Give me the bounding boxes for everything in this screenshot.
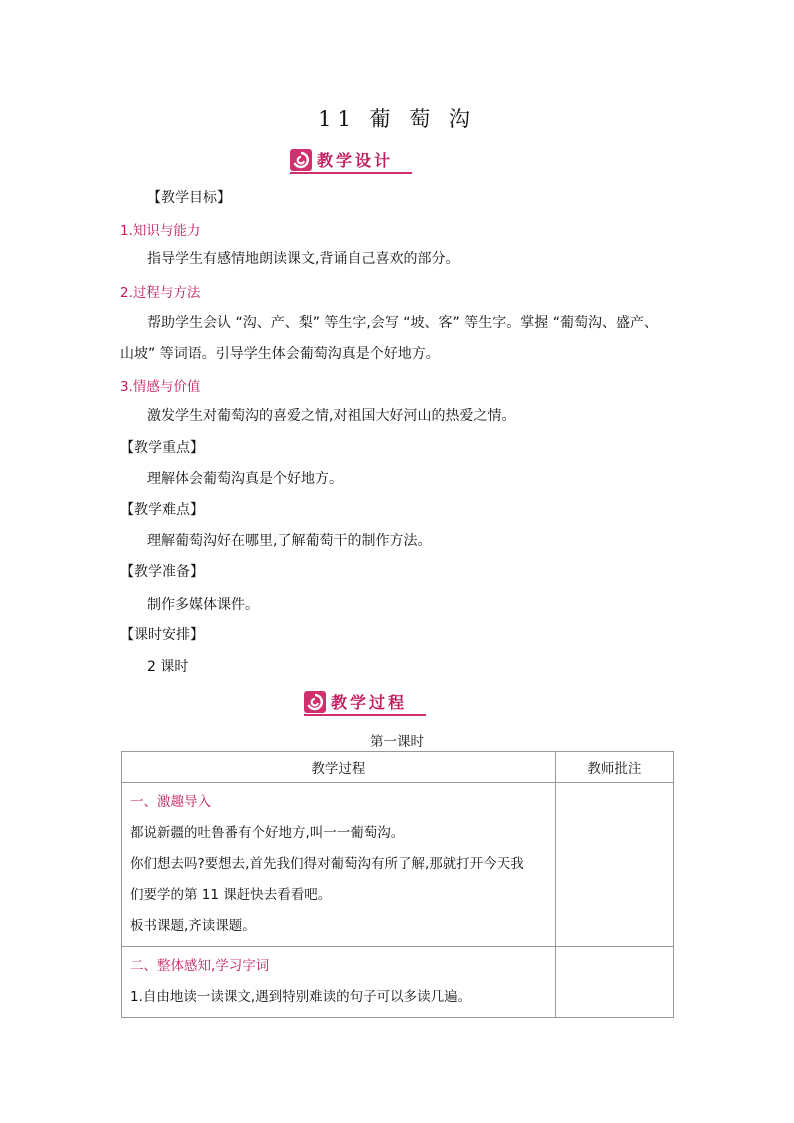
schedule-heading: 【课时安排】 — [120, 627, 204, 643]
header-process: 教学过程 — [122, 752, 556, 783]
notes-cell — [555, 783, 673, 947]
objective-2-text-line2: 山坡” 等词语。引导学生体会葡萄沟真是个好地方。 — [120, 346, 440, 362]
key-point-heading: 【教学重点】 — [120, 440, 204, 456]
difficulty-heading: 【教学难点】 — [120, 502, 204, 518]
banner-text: 教学设计 — [317, 151, 394, 170]
lesson-plan-table — [121, 751, 674, 1018]
notes-cell — [555, 947, 673, 1018]
preparation-heading: 【教学准备】 — [120, 564, 204, 580]
step-line: 们要学的第 11 课赶快去看看吧。 — [130, 887, 332, 903]
banner-underline — [290, 172, 412, 174]
preparation-text: 制作多媒体课件。 — [147, 597, 259, 613]
page-title: 11 葡 萄 沟 — [318, 107, 476, 131]
header-notes: 教师批注 — [555, 752, 673, 783]
spiral-logo-icon — [290, 149, 312, 171]
difficulty-text: 理解葡萄沟好在哪里,了解葡萄干的制作方法。 — [147, 533, 432, 549]
table-row — [122, 783, 674, 947]
step-heading: 一、激趣导入 — [130, 794, 211, 810]
table-header-row — [122, 752, 674, 783]
schedule-text: 2 课时 — [147, 659, 189, 675]
process-cell — [122, 783, 556, 947]
objective-2-text-line1: 帮助学生会认 “沟、产、梨” 等生字,会写 “坡、客” 等生字。掌握 “葡萄沟、盛产、 — [147, 315, 658, 331]
step-line: 板书课题,齐读课题。 — [130, 918, 256, 934]
banner-text: 教学过程 — [331, 693, 408, 712]
spiral-logo-icon — [304, 691, 326, 713]
key-point-text: 理解体会葡萄沟真是个好地方。 — [147, 471, 343, 487]
objective-3-heading: 3.情感与价值 — [120, 379, 201, 395]
section-banner-process — [304, 690, 426, 716]
step-line: 你们想去吗?要想去,首先我们得对葡萄沟有所了解,那就打开今天我 — [130, 856, 524, 872]
lesson-label: 第一课时 — [370, 734, 424, 750]
objective-1-heading: 1.知识与能力 — [120, 223, 201, 239]
objective-3-text: 激发学生对葡萄沟的喜爱之情,对祖国大好河山的热爱之情。 — [147, 408, 516, 424]
objectives-heading: 【教学目标】 — [147, 190, 231, 206]
table-row — [122, 947, 674, 1018]
section-banner-design — [290, 148, 412, 174]
objective-1-text: 指导学生有感情地朗读课文,背诵自己喜欢的部分。 — [147, 251, 460, 267]
process-cell — [122, 947, 556, 1018]
banner-underline — [304, 714, 426, 716]
step-heading: 二、整体感知,学习字词 — [130, 958, 270, 974]
step-line: 都说新疆的吐鲁番有个好地方,叫一一葡萄沟。 — [130, 825, 405, 841]
objective-2-heading: 2.过程与方法 — [120, 285, 201, 301]
step-line: 1.自由地读一读课文,遇到特别难读的句子可以多读几遍。 — [130, 989, 472, 1005]
